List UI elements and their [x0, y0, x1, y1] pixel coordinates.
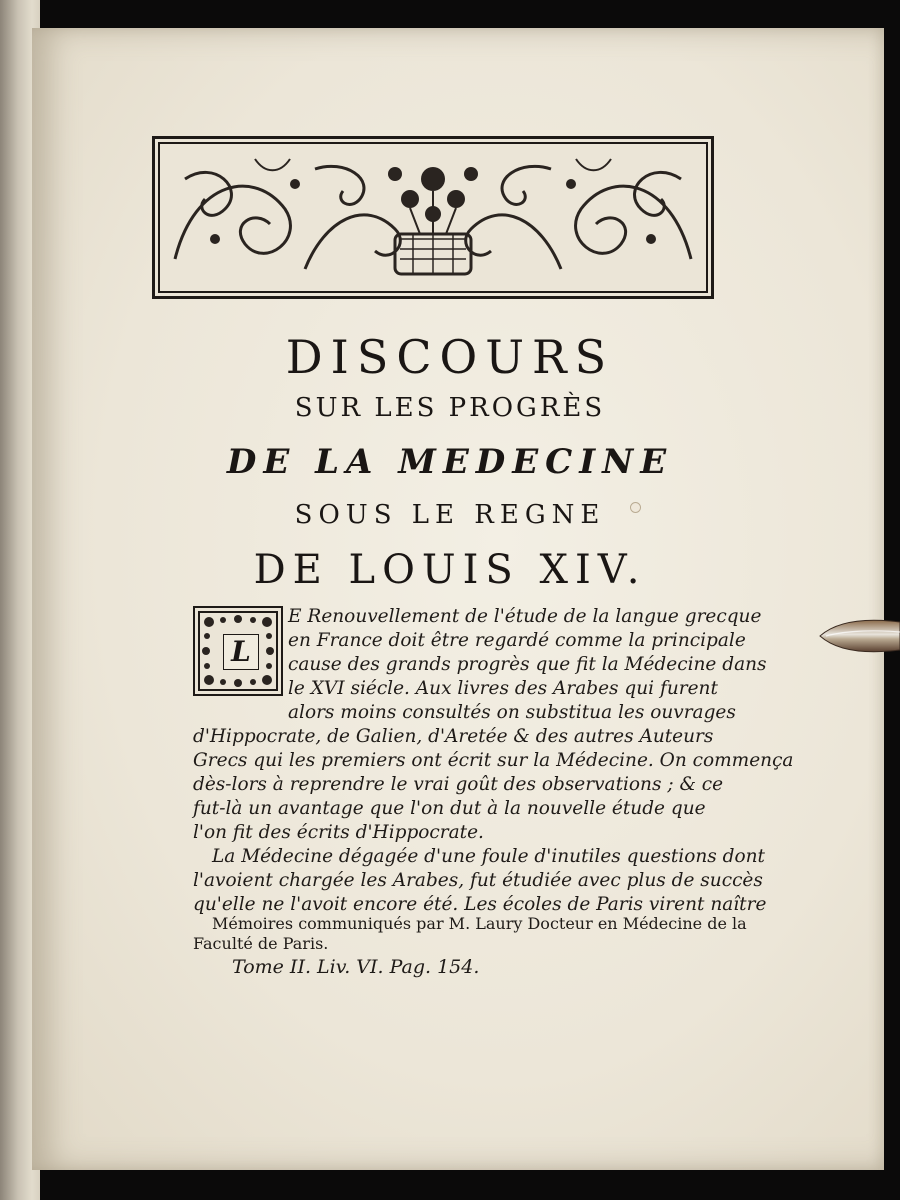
body-line: cause des grands progrès que fit la Médecine dans — [288, 654, 767, 675]
body-line: E Renouvellement de l'étude de la langue grecque — [288, 606, 762, 627]
title-de-la-medecine: DE LA MEDECINE — [226, 442, 674, 482]
paper-speck — [630, 502, 641, 513]
decorative-headpiece — [152, 136, 714, 299]
body-line: La Médecine dégagée d'une foule d'inutiles questions dont — [212, 846, 765, 867]
title-sur-les-progres: SUR LES PROGRÈS — [294, 393, 606, 423]
body-line: en France doit être regardé comme la principale — [288, 630, 746, 651]
body-line: l'avoient chargée les Arabes, fut étudiée avec plus de succès — [193, 870, 763, 891]
body-line: d'Hippocrate, de Galien, d'Aretée & des autres Auteurs — [193, 726, 714, 747]
bookmark-clip — [818, 614, 900, 658]
body-line: l'on fit des écrits d'Hippocrate. — [193, 822, 484, 843]
title-de-louis-xiv: DE LOUIS XIV. — [253, 547, 647, 593]
footnote-line: Faculté de Paris. — [193, 934, 329, 953]
ornamental-initial — [193, 606, 283, 696]
title-discours: DISCOURS — [285, 330, 615, 384]
body-line: qu'elle ne l'avoit encore été. Les écoles de Paris virent naître — [193, 894, 767, 915]
dropcap-letter: L — [223, 634, 259, 670]
footnote-line: Mémoires communiqués par M. Laury Docteur en Médecine de la — [212, 914, 747, 933]
floral-ornament-icon — [155, 139, 711, 296]
body-line: le XVI siécle. Aux livres des Arabes qui furent — [288, 678, 718, 699]
body-line: Grecs qui les premiers ont écrit sur la Médecine. On commença — [193, 750, 794, 771]
body-line: fut-là un avantage que l'on dut à la nouvelle étude que — [193, 798, 706, 819]
metal-clip-icon — [818, 614, 900, 658]
body-line: dès-lors à reprendre le vrai goût des observations ; & ce — [193, 774, 724, 795]
body-line: alors moins consultés on substitua les ouvrages — [288, 702, 736, 723]
title-sous-le-regne: SOUS LE REGNE — [294, 500, 606, 530]
volume-reference: Tome II. Liv. VI. Pag. 154. — [232, 956, 480, 978]
